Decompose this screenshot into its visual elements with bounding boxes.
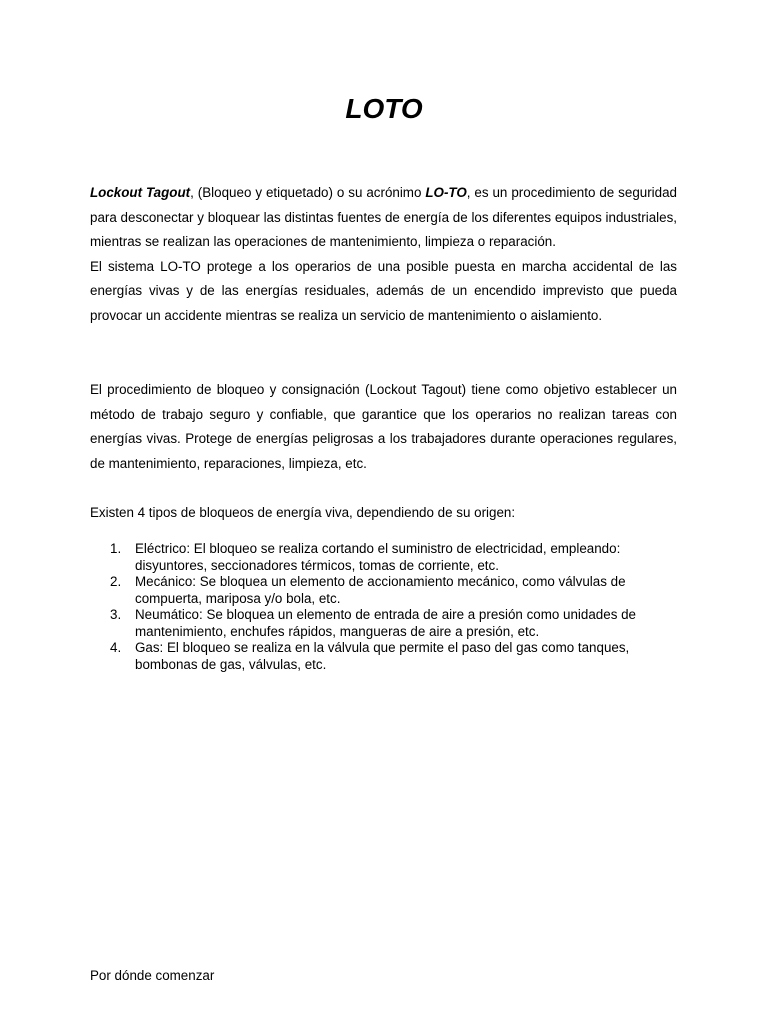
list-item-text: Eléctrico: El bloqueo se realiza cortando el suministro de electricidad, empleando: disyuntores, seccionadores térmicos, tomas de corriente, etc. — [135, 541, 621, 573]
energy-types-list — [90, 541, 677, 673]
list-item-number: 4. — [110, 640, 122, 655]
footer-heading: Por dónde comenzar — [90, 968, 215, 983]
list-item-text: Mecánico: Se bloquea un elemento de accionamiento mecánico, como válvulas de compuerta, mariposa y/o bola, etc. — [135, 574, 626, 606]
procedure-paragraph: El procedimiento de bloqueo y consignación (Lockout Tagout) tiene como objetivo establecer un método de trabajo seguro y confiable, que garantice que los operarios no realizan tareas con energías vivas. Protege de energías peligrosas a los trabajadores durante operaciones regulares, de mantenimiento, reparaciones, limpieza, etc. — [90, 382, 677, 471]
list-item — [90, 640, 677, 673]
list-item-number: 3. — [110, 607, 122, 622]
list-item-text: Neumático: Se bloquea un elemento de entrada de aire a presión como unidades de mantenimiento, enchufes rápidos, mangueras de aire a presión, etc. — [135, 607, 636, 639]
list-item — [90, 541, 677, 574]
term-acronym: LO-TO — [425, 185, 467, 200]
intro-text-1: , (Bloqueo y etiquetado) o su acrónimo — [190, 185, 426, 200]
list-item-number: 1. — [110, 541, 122, 556]
list-item-text: Gas: El bloqueo se realiza en la válvula que permite el paso del gas como tanques, bombonas de gas, válvulas, etc. — [135, 640, 630, 672]
types-intro-paragraph: Existen 4 tipos de bloqueos de energía viva, dependiendo de su origen: — [90, 505, 516, 520]
list-item — [90, 574, 677, 607]
intro-text-3: El sistema LO-TO protege a los operarios de una posible puesta en marcha accidental de las energías vivas y de las energías residuales, además de un encendido imprevisto que pueda provocar un accidente mientras se realiza un servicio de mantenimiento o aislamiento. — [90, 258, 677, 323]
intro-text-2: , es un procedimiento de seguridad para desconectar y bloquear las distintas fuentes de energía de los diferentes equipos industriales, mientras se realizan las operaciones de mantenimiento, limpieza o reparación. — [90, 185, 677, 249]
list-item-number: 2. — [110, 574, 122, 589]
term-lockout-tagout: Lockout Tagout — [90, 185, 191, 200]
intro-paragraph — [90, 181, 677, 328]
page-title: LOTO — [345, 93, 423, 124]
list-item — [90, 607, 677, 640]
